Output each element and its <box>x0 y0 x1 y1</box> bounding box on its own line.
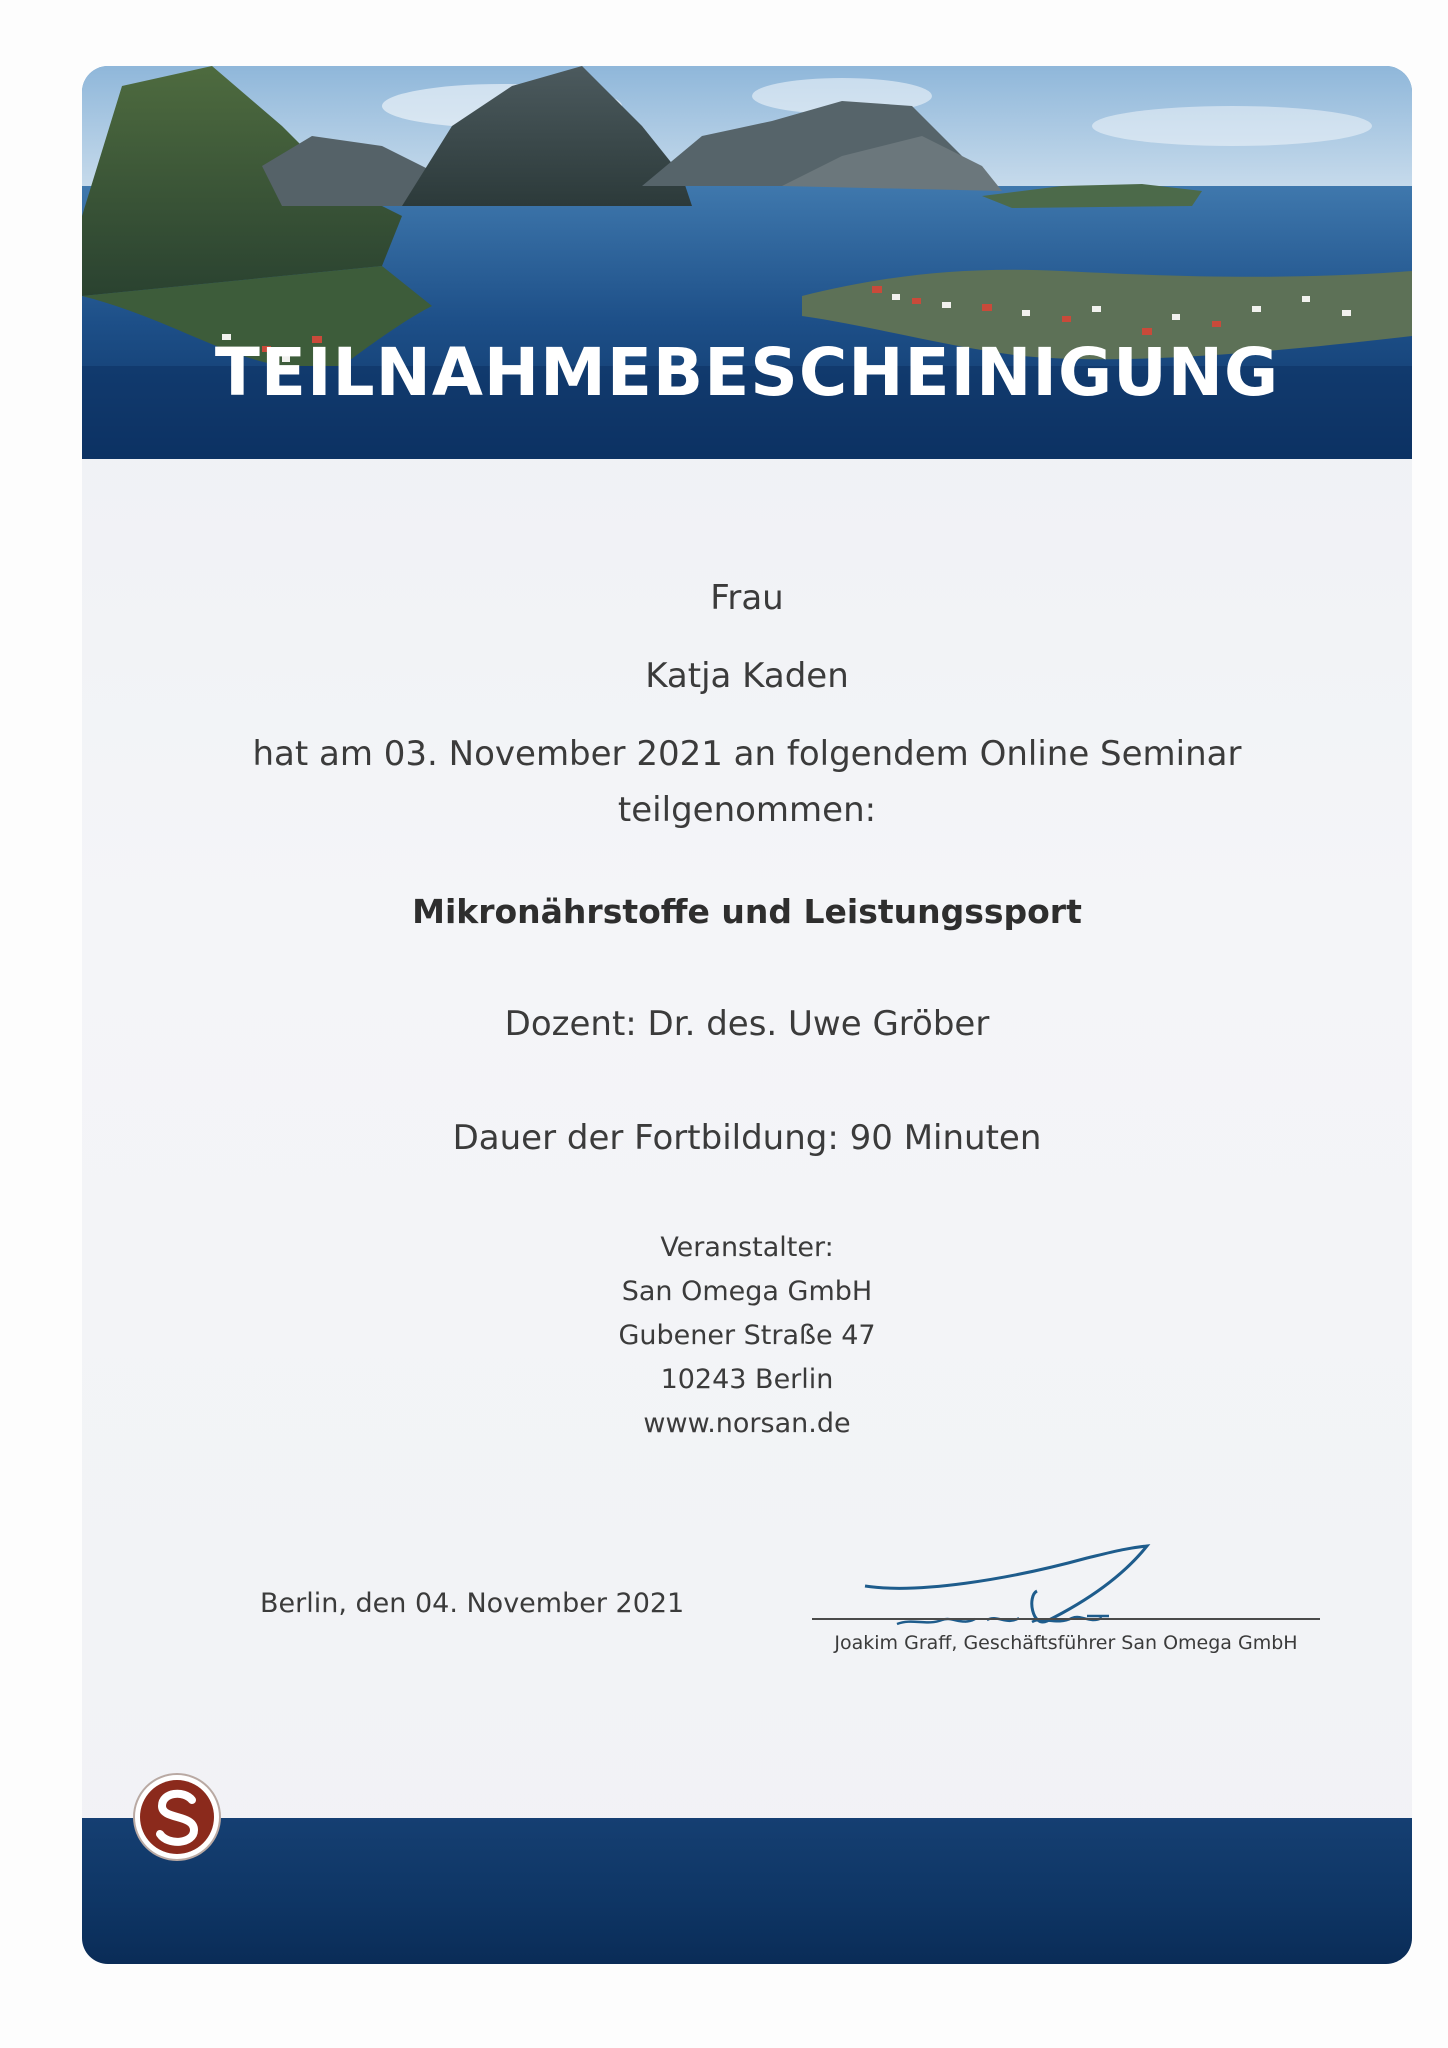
organizer-label: Veranstalter: <box>660 1232 834 1263</box>
san-omega-logo-icon <box>132 1772 222 1862</box>
footer-band <box>82 1818 1412 1964</box>
duration: Dauer der Fortbildung: 90 Minuten <box>452 1118 1042 1158</box>
statement-line-1: hat am 03. November 2021 an folgendem Online Seminar <box>252 734 1242 774</box>
handwritten-signature <box>857 1476 1157 1626</box>
landscape-banner <box>82 66 1412 459</box>
certificate-title: TEILNAHMEBESCHEINIGUNG <box>214 334 1280 411</box>
organizer-street: Gubener Straße 47 <box>618 1320 876 1351</box>
lecturer: Dozent: Dr. des. Uwe Gröber <box>504 1004 990 1044</box>
organizer-city: 10243 Berlin <box>660 1364 834 1395</box>
place-and-date: Berlin, den 04. November 2021 <box>260 1588 685 1619</box>
certificate-sheet <box>82 66 1412 1964</box>
organizer-company: San Omega GmbH <box>621 1276 873 1307</box>
seminar-title: Mikronährstoffe und Leistungssport <box>412 892 1082 931</box>
participant-name: Katja Kaden <box>645 656 849 696</box>
signatory-caption: Joakim Graff, Geschäftsführer San Omega GmbH <box>834 1632 1298 1654</box>
statement-line-2: teilgenommen: <box>617 790 877 830</box>
organizer-website: www.norsan.de <box>643 1408 851 1439</box>
salutation: Frau <box>710 578 784 618</box>
signature-line <box>812 1618 1320 1620</box>
